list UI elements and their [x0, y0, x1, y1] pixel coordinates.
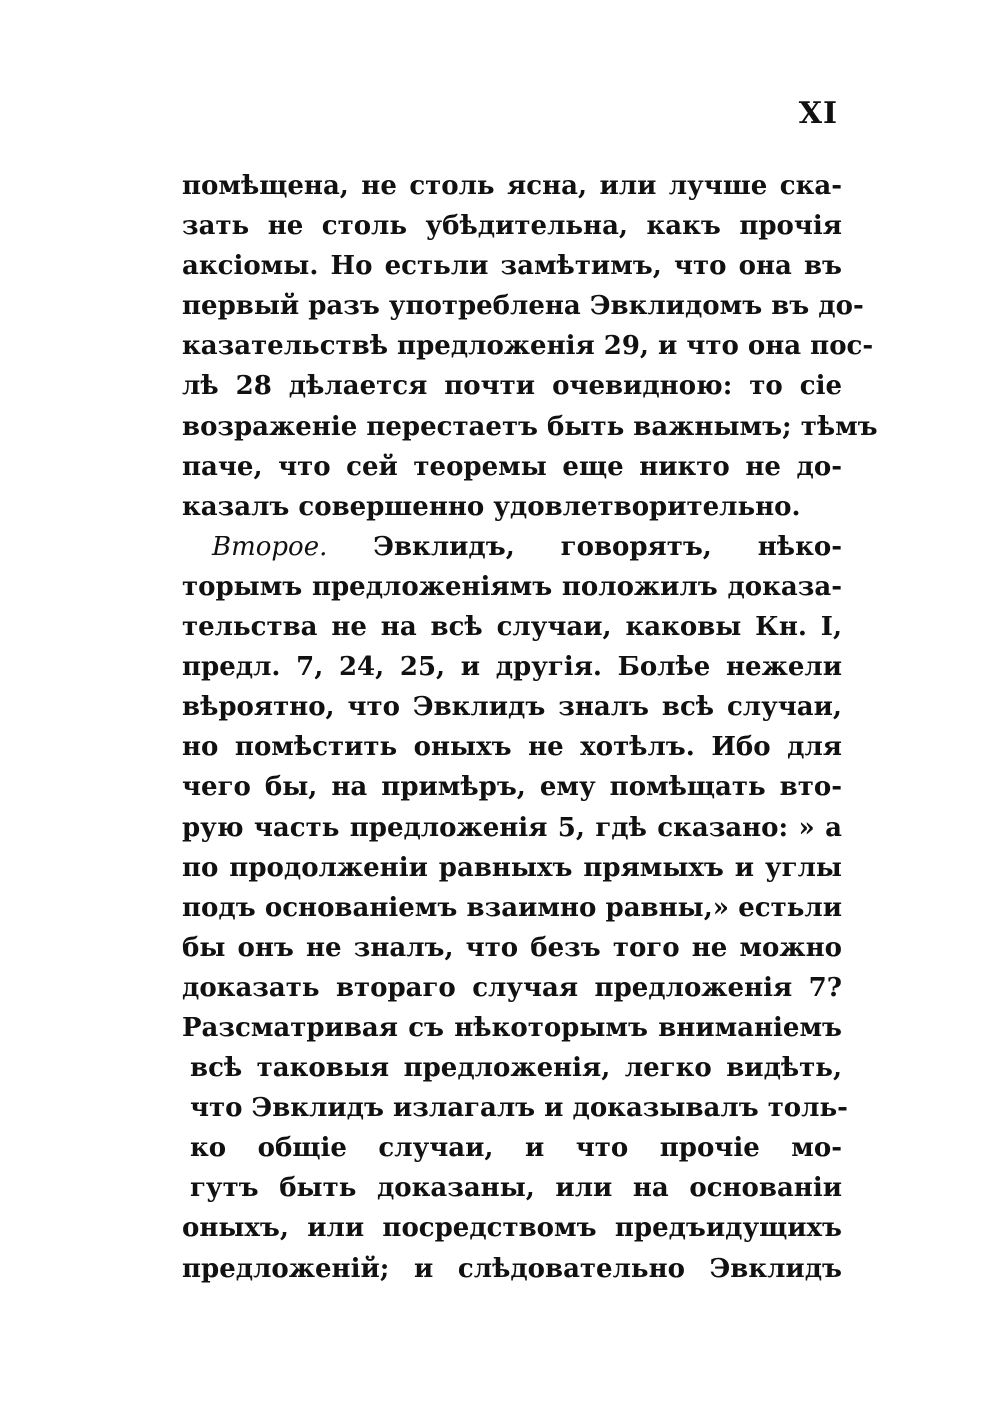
text-line: что Эвклидъ излагалъ и доказывалъ толь- [190, 1093, 848, 1124]
text-line: по продолженiи равныхъ прямыхъ и углы [182, 852, 842, 883]
text-line: доказать втораго случая предложенія 7? [182, 972, 842, 1003]
text-line: гутъ быть доказаны, или на основанiи [190, 1173, 842, 1204]
text-line: предл. 7, 24, 25, и другiя. Болѣе нежели [182, 652, 842, 683]
page-number: XI [798, 96, 838, 131]
text-line: первый разъ употреблена Эвклидомъ въ до- [182, 291, 864, 322]
text-line: рую часть предложенія 5, гдѣ сказано: » а [182, 812, 842, 843]
text-line: паче, что сей теоремы еще никто не до- [182, 451, 842, 482]
text-line: Разсматривая съ нѣкоторымъ вниманiемъ [182, 1012, 842, 1043]
text-line: казательствѣ предложенія 29, и что она пос- [182, 331, 874, 362]
text-line: бы онъ не зналъ, что безъ того не можно [182, 932, 842, 963]
text-line: возраженiе перестаетъ быть важнымъ; тѣмъ [182, 411, 878, 442]
text-line: оныхъ, или посредствомъ предъидущихъ [182, 1213, 842, 1244]
text-line: вѣроятно, что Эвклидъ зналъ всѣ случаи, [182, 692, 842, 723]
text-line: тельства не на всѣ случаи, каковы Кн. I, [182, 612, 842, 643]
text-line: но помѣстить оныхъ не хотѣлъ. Ибо для [182, 732, 842, 763]
italic-lead: Второе. [212, 531, 328, 562]
body-text [182, 166, 878, 1289]
text-line-rest: Эвклидъ, говорятъ, нѣко- [373, 531, 842, 562]
text-line: аксiомы. Но естьли замѣтимъ, что она въ [182, 251, 842, 282]
text-line: лѣ 28 дѣлается почти очевидною: то сiе [182, 371, 842, 402]
paragraph-start-line [182, 527, 842, 567]
text-line: предложенiй; и слѣдовательно Эвклидъ [182, 1253, 842, 1284]
text-line: всѣ таковыя предложенія, легко видѣть, [190, 1053, 842, 1084]
text-line: ко общiе случаи, и что прочiе мо- [190, 1133, 842, 1164]
text-line: помѣщена, не столь ясна, или лучше ска- [182, 171, 842, 201]
text-line: чего бы, на примѣръ, ему помѣщать вто- [182, 772, 842, 803]
text-line: подъ основанiемъ взаимно равны,» естьли [182, 892, 842, 923]
text-line: зать не столь убѣдительна, какъ прочія [182, 211, 842, 242]
text-line: торымъ предложенiямъ положилъ доказа- [182, 571, 842, 602]
text-line: казалъ совершенно удовлетворительно. [182, 491, 801, 522]
